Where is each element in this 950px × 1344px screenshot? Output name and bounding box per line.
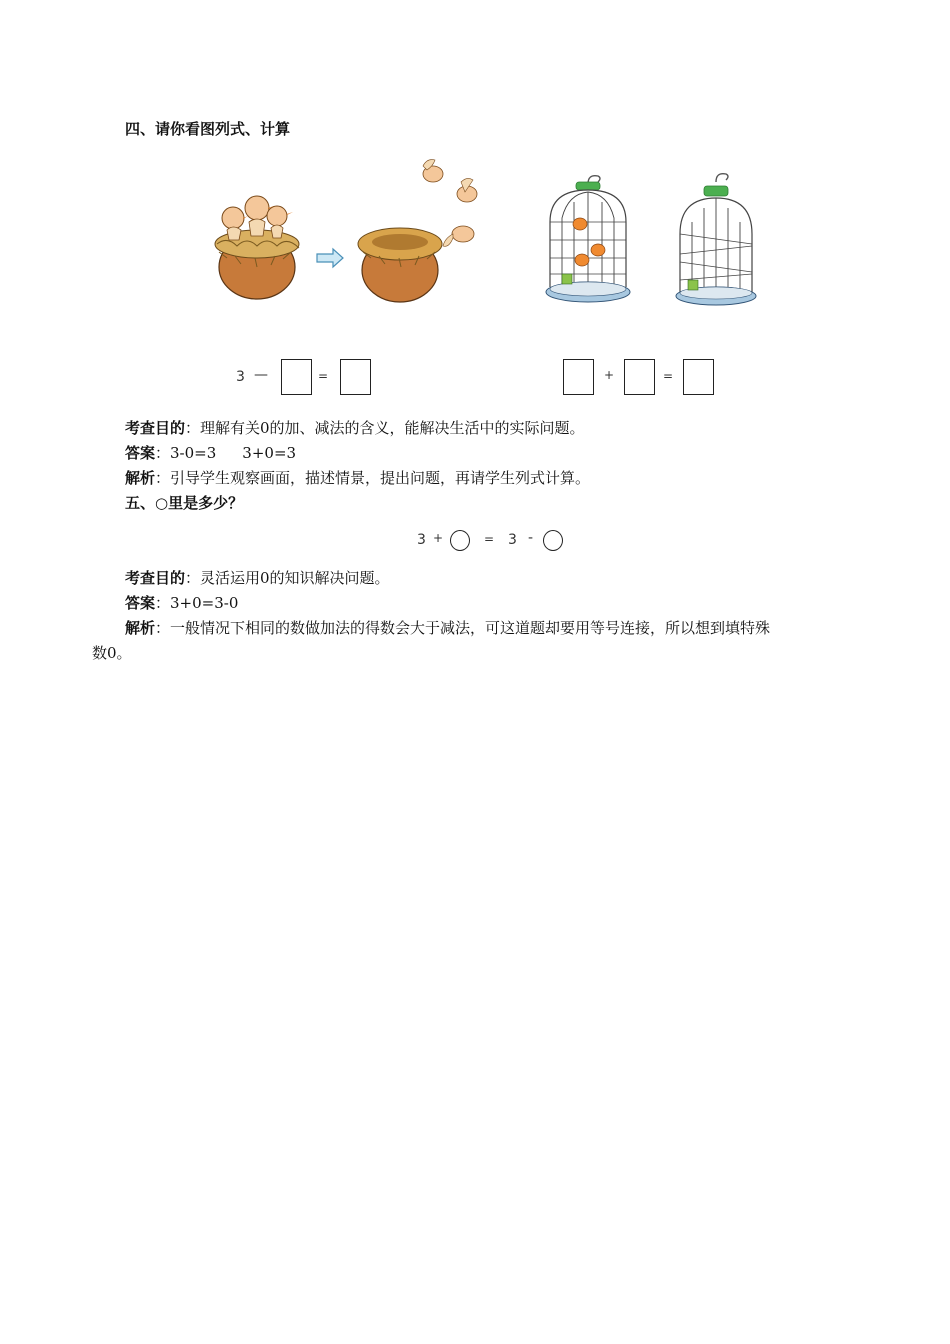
eq5-left-number: 3 (417, 532, 426, 548)
eq-right-plus: + (604, 368, 615, 382)
section-4-answer (125, 442, 296, 464)
answer-circle-2[interactable] (543, 530, 563, 551)
analysis-label: 解析 (125, 469, 156, 487)
eq5-minus: - (528, 530, 534, 546)
right-arrow-icon (317, 249, 343, 267)
analysis-label: 解析 (125, 619, 156, 637)
section-5-analysis-continued: 数0。 (92, 644, 132, 662)
answer-box-1[interactable] (281, 359, 312, 395)
eq-left-number: 3 (236, 369, 245, 385)
answer-circle-1[interactable] (450, 530, 470, 551)
full-nest-icon (215, 196, 299, 299)
empty-nest-icon (358, 228, 442, 302)
section-5-heading: 五、○里是多少？ (125, 494, 244, 512)
section-4-analysis (125, 467, 590, 489)
cage-with-birds-icon (546, 176, 630, 302)
eq-left-minus: — (254, 367, 268, 383)
section-5-purpose (125, 567, 390, 589)
section-5-analysis (125, 617, 770, 639)
purpose-text: ：灵活运用0的知识解决问题。 (185, 569, 390, 587)
nest-birds-illustration (205, 152, 495, 307)
empty-cage-icon (676, 174, 756, 305)
section-5-answer (125, 592, 238, 614)
analysis-text: ：引导学生观察画面，描述情景，提出问题，再请学生列式计算。 (155, 469, 591, 487)
purpose-label: 考查目的 (125, 569, 186, 587)
answer-box-2[interactable] (340, 359, 371, 395)
answer-text-1: ：3-0=3 (155, 444, 217, 462)
answer-label: 答案 (125, 594, 156, 612)
section-4-purpose (125, 417, 585, 439)
eq-right-equals: = (663, 369, 674, 383)
answer-box-4[interactable] (624, 359, 655, 395)
purpose-label: 考查目的 (125, 419, 186, 437)
analysis-text-line1: ：一般情况下相同的数做加法的得数会大于减法，可这道题却要用等号连接，所以想到填特殊 (155, 619, 771, 637)
answer-text-2: 3+0=3 (242, 444, 297, 462)
eq5-plus: + (433, 531, 444, 545)
answer-box-3[interactable] (563, 359, 594, 395)
section-4-heading: 四、请你看图列式、计算 (125, 120, 291, 138)
eq5-right-number: 3 (508, 532, 517, 548)
eq5-equals: = (484, 532, 495, 546)
answer-text: ：3+0=3-0 (155, 594, 239, 612)
eq-left-equals: = (318, 369, 329, 383)
bird-cages-illustration (538, 162, 768, 317)
purpose-text: ：理解有关0的加、减法的含义，能解决生活中的实际问题。 (185, 419, 585, 437)
answer-box-5[interactable] (683, 359, 714, 395)
answer-label: 答案 (125, 444, 156, 462)
